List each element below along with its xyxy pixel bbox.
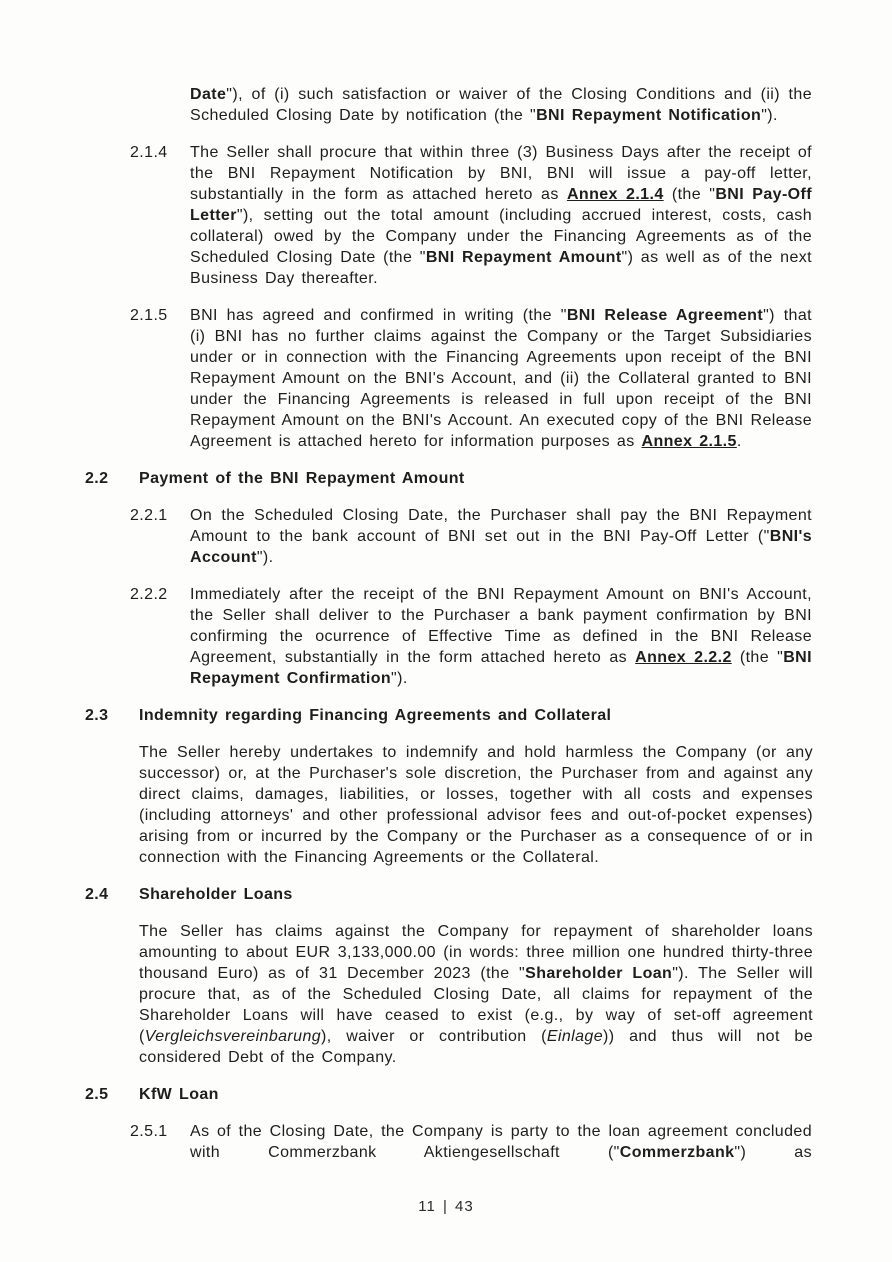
clause-2-2-2	[0, 584, 892, 689]
clause-2-5-1-number: 2.5.1	[130, 1123, 168, 1140]
text-segment: ") as well as of the next Business Day thereafter.	[190, 249, 813, 287]
text-segment: "), of (i) such satisfaction or waiver of the Closing Conditions and (ii) the Scheduled Closing Date by notification (the "	[190, 86, 812, 124]
text-segment: ").	[761, 107, 778, 124]
clause-2-2-1-number: 2.2.1	[130, 507, 168, 524]
text-segment: The Seller shall procure that within three (3) Business Days after the receipt of the BNI Repayment Notification by BNI, BNI will issue a pay-off letter, substantially in the form as attached hereto as	[190, 144, 812, 203]
page-number: 11 | 43	[418, 1198, 474, 1215]
heading-2-3-number: 2.3	[85, 707, 109, 724]
text-segment: Annex 2.1.4	[566, 186, 664, 203]
paragraph-2-3-text	[139, 742, 813, 868]
text-segment: .	[736, 433, 742, 450]
text-segment: The Seller hereby undertakes to indemnify and hold harmless the Company (or any successor) or, at the Purchaser's sole discretion, the Purchaser from and against any direct claims, damages, liabilities, or losses, together with all costs and expenses (including attorneys' and other professional advisor fees and out-of-pocket expenses) arising from or incurred by the Company or the Purchaser as a consequence of or in connection with the Financing Agreements or the Collateral.	[139, 744, 813, 866]
heading-2-5	[0, 1084, 892, 1105]
clause-2-5-1	[0, 1121, 892, 1163]
text-segment: ").	[391, 670, 408, 687]
paragraph-2-3	[0, 742, 892, 868]
paragraph-2-4-text	[139, 921, 813, 1068]
text-segment: KfW Loan	[139, 1086, 219, 1103]
text-segment: BNI's Account	[190, 528, 812, 566]
text-segment: Payment of the BNI Repayment Amount	[139, 470, 465, 487]
clause-2-1-5-number: 2.1.5	[130, 307, 168, 324]
text-segment: "), setting out the total amount (including accrued interest, costs, cash collateral) owed by the Company under the Financing Agreements as of the Scheduled Closing Date (the "	[190, 207, 812, 266]
text-segment: BNI Release Agreement	[566, 307, 764, 324]
heading-2-5-text	[139, 1084, 813, 1105]
text-segment: Shareholder Loan	[525, 965, 673, 982]
text-segment: ), waiver or contribution (	[321, 1028, 547, 1045]
text-segment: The Seller has claims against the Company for repayment of shareholder loans amounting to about EUR 3,133,000.00 (in words: three million one hundred thirty-three thousand Euro) as of 31 December 2023 (the "	[139, 923, 813, 982]
clause-2-5-1-text	[190, 1121, 812, 1163]
clause-2-2-2-text	[190, 584, 812, 689]
heading-2-3	[0, 705, 892, 726]
heading-2-2-text	[139, 468, 813, 489]
text-segment: BNI Repayment Amount	[425, 249, 622, 266]
text-segment: Vergleichsvereinbarung	[144, 1028, 322, 1045]
text-segment: (the "	[731, 649, 784, 666]
text-segment: BNI Repayment Confirmation	[190, 649, 812, 687]
continuation-paragraph	[0, 84, 892, 126]
clause-2-2-1-text	[190, 505, 812, 568]
text-segment: Annex 2.2.2	[635, 649, 732, 666]
heading-2-5-number: 2.5	[85, 1086, 109, 1103]
paragraph-2-4	[0, 921, 892, 1068]
text-segment: Shareholder Loans	[139, 886, 293, 903]
text-segment: ") as	[734, 1144, 812, 1161]
text-segment: Einlage	[546, 1028, 604, 1045]
text-segment: ") that (i) BNI has no further claims against the Company or the Target Subsidiaries under or in connection with the Financing Agreements upon receipt of the BNI Repayment Amount on the BNI's Account, and (ii) the Collateral granted to BNI under the Financing Agreements is released in full upon receipt of the BNI Repayment Amount on the BNI's Account. An executed copy of the BNI Release Agreement is attached hereto for information purposes as	[190, 307, 812, 450]
text-segment: BNI Pay-Off Letter	[190, 186, 812, 224]
text-segment: Commerzbank	[619, 1144, 735, 1161]
heading-2-2	[0, 468, 892, 489]
continuation-paragraph-text	[190, 84, 812, 126]
text-segment: ").	[256, 549, 274, 566]
clause-2-1-4-number: 2.1.4	[130, 144, 168, 161]
clause-2-1-4	[0, 142, 892, 289]
text-segment: BNI Repayment Notification	[536, 107, 762, 124]
text-segment: Date	[190, 86, 227, 103]
clause-2-1-4-text	[190, 142, 812, 289]
text-segment: )) and thus will not be considered Debt of the Company.	[139, 1028, 813, 1066]
text-segment: Immediately after the receipt of the BNI Repayment Amount on BNI's Account, the Seller shall deliver to the Purchaser a bank payment confirmation by BNI confirming the ocurrence of Effective Time as defined in the BNI Release Agreement, substantially in the form attached hereto as	[190, 586, 812, 666]
clause-2-2-2-number: 2.2.2	[130, 586, 168, 603]
text-segment: As of the Closing Date, the Company is party to the loan agreement concluded with Commerzbank Aktiengesellschaft ("	[190, 1123, 812, 1161]
text-segment: On the Scheduled Closing Date, the Purchaser shall pay the BNI Repayment Amount to the bank account of BNI set out in the BNI Pay-Off Letter ("	[190, 507, 812, 545]
text-segment: (the "	[663, 186, 716, 203]
text-segment: "). The Seller will procure that, as of the Scheduled Closing Date, all claims for repayment of the Shareholder Loans will have ceased to exist (e.g., by way of set-off agreement (	[139, 965, 814, 1045]
clause-2-2-1	[0, 505, 892, 568]
clause-2-1-5	[0, 305, 892, 452]
heading-2-3-text	[139, 705, 813, 726]
text-segment: BNI has agreed and confirmed in writing (the "	[190, 307, 567, 324]
heading-2-4-text	[139, 884, 813, 905]
heading-2-4	[0, 884, 892, 905]
clause-2-1-5-text	[190, 305, 812, 452]
heading-2-2-number: 2.2	[85, 470, 109, 487]
text-segment: Indemnity regarding Financing Agreements and Collateral	[139, 707, 612, 724]
text-segment: Annex 2.1.5	[641, 433, 737, 450]
heading-2-4-number: 2.4	[85, 886, 109, 903]
